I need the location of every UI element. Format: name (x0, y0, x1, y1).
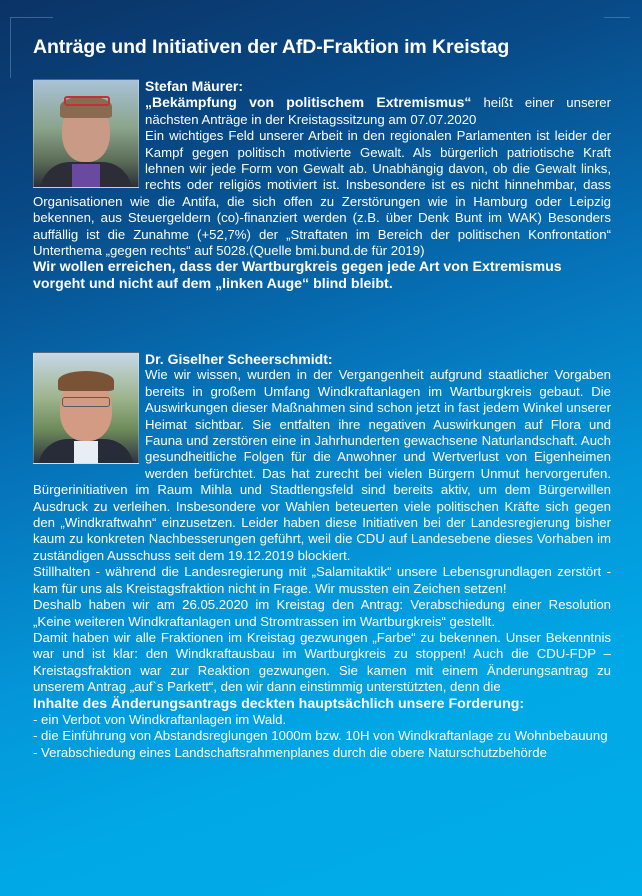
demands-list (33, 712, 611, 761)
list-heading: Inhalte des Änderungsantrags deckten hauptsächlich unsere Forderung: (33, 695, 525, 712)
photo-spacer (33, 351, 145, 482)
motion-title: „Bekämpfung von politischem Extremismus“ (145, 94, 472, 111)
paragraph-antrag: Deshalb haben wir am 26.05.2020 im Kreistag den Antrag: Verabschiedung einer Resolution „Keine weiteren Windkraftanlagen und Stromtrassen im Wartburgkreis“ gestellt. (33, 597, 611, 629)
conclusion-text: Wir wollen erreichen, dass der Wartburgkreis gegen jede Art von Extremismus vorgeht und nicht auf dem „linken Auge“ blind bleibt. (33, 259, 562, 292)
author-name: Stefan Mäurer: (145, 78, 244, 94)
paragraph-farbe: Damit haben wir alle Fraktionen im Kreistag gezwungen „Farbe“ zu bekennen. Unser Bekenntnis war und ist klar: den Windkraftausbau im Wartburgkreis zu stoppen! Auch die CDU-FDP – Kreistagsfraktion war zur Reaktion gezwungen. Sie kamen mit einem Änderungsantrag zu unserem Antrag „auf`s Parkett“, den wir dann einstimmig unterstützten, denn die (33, 629, 611, 695)
body-text: Wie wir wissen, wurden in der Vergangenheit aufgrund staatlicher Vorgaben bereits in großem Umfang Windkraftanlagen im Wartburgkreis gebaut. Die Auswirkungen dieser Maßnahmen sind schon jetzt in fast jedem Winkel unserer Heimat sichtbar. Sie entfalten ihre negativen Auswirkungen auf Flora und Fauna und zerstören eine in Jahrhunderten gewachsene Naturlandschaft. Auch gesundheitliche Folgen für die Anwohner und Wertverlust von Eigenheimen werden befürchtet. Das hat zurecht bei vielen Bürgern Unmut hervorgerufen. Bürgerinitiativen im Raum Mihla und Stadtlengsfeld sind bereits aktiv, um dem Bürgerwillen Ausdruck zu verleihen. Insbesondere vor Wahlen beteuerten viele politischen Kräfte sich gegen den „Windkraftwahn“ einzusetzen. Leider haben diese Initiativen bei der Landesregierung bisher kaum zu konkreten Nachbesserungen geführt, weil die CDU auf Landesebene dieses Vorhaben im zuständigen Ausschuss seit dem 19.12.2019 blockiert. (33, 367, 611, 563)
list-item: - die Einführung von Abstandsreglungen 1000m bzw. 10H von Windkraftanlage zu Wohnbebauung (33, 728, 608, 744)
list-item: - ein Verbot von Windkraftanlagen im Wald. (33, 712, 287, 728)
page-title: Anträge und Initiativen der AfD-Fraktion im Kreistag (33, 36, 510, 58)
author-name: Dr. Giselher Scheerschmidt: (145, 351, 333, 367)
body-text: Ein wichtiges Feld unserer Arbeit in den regionalen Parlamenten ist leider der Kampf gegen politisch motivierte Gewalt. Als bürgerlich patriotische Kraft lehnen wir jede Form von Gewalt ab. Unabhängig davon, ob die Gewalt links, rechts oder religiös motiviert ist. Insbesondere ist es nicht hinnehmbar, dass Organisationen wie die Antifa, die sich offen zu Zerstörungen wie in Hamburg oder Leipzig bekennen, aus Steuergeldern (co)-finanziert werden (z.B. über Denk Bunt im WAK) Besonders auffällig ist die Zunahme (+52,7%) der „Straftaten im Bereich der politischen Konfrontation“ Unterthema „gegen rechts“ auf 5028.(Quelle bmi.bund.de für 2019) (33, 128, 611, 259)
paragraph-stillhalten: Stillhalten - während die Landesregierung mit „Salamitaktik“ unsere Lebensgrundlagen zerstört - kam für uns als Kreistagsfraktion nicht in Frage. Wir mussten ein Zeichen setzen! (33, 564, 611, 596)
intro-text: heißt einer unserer nächsten Anträge in der Kreistagssitzung am 07.07.2020 (145, 95, 611, 127)
decorative-corner-line (604, 17, 630, 18)
section-windkraft (33, 351, 611, 761)
section-extremismus (33, 78, 611, 292)
list-item: - Verabschiedung eines Landschaftsrahmenplanes durch die obere Naturschutzbehörde (33, 744, 547, 760)
photo-spacer (33, 78, 145, 192)
